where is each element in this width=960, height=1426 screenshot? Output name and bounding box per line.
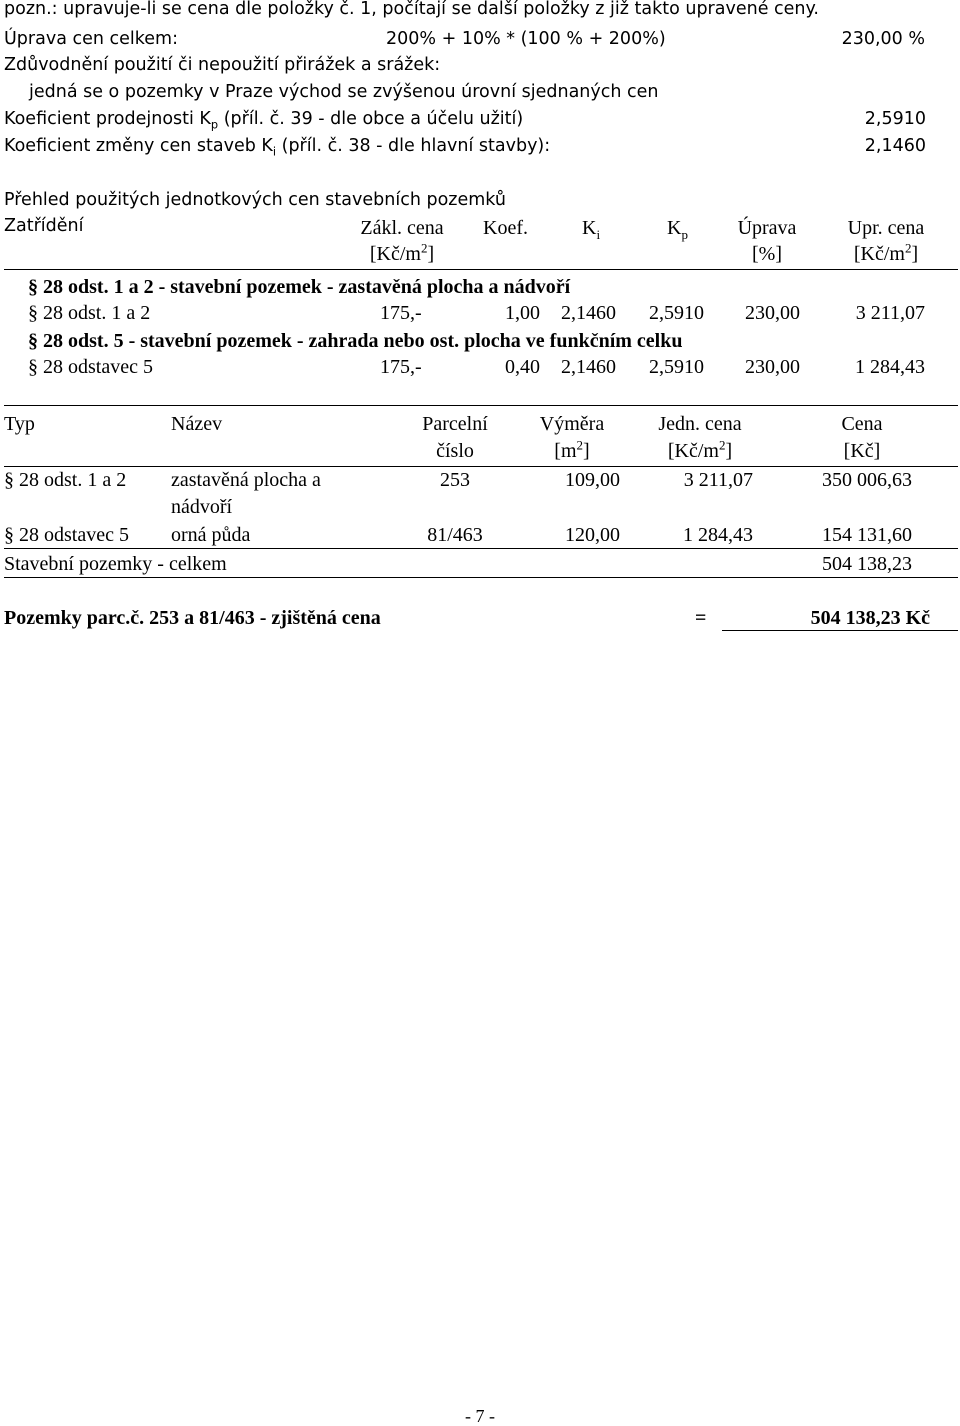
valuation-row-unit-price: 1 284,43 xyxy=(683,524,753,546)
valuation-top-rule xyxy=(4,405,958,406)
group-row-kp: 2,5910 xyxy=(649,356,704,378)
group-row-uprava: 230,00 xyxy=(745,302,800,324)
header-zatrideni: Zatřídění xyxy=(4,216,84,236)
valuation-total-label: Stavební pozemky - celkem xyxy=(4,553,227,575)
justification-text: jedná se o pozemky v Praze východ se zvýšenou úrovní sjednaných cen xyxy=(29,82,659,102)
valuation-header-rule xyxy=(4,466,958,467)
adjustment-value: 230,00 % xyxy=(841,29,925,49)
kp-coefficient-label: Koeficient prodejnosti $K_p$ (příl. č. 39 - dle obce a účelu užití) xyxy=(4,109,524,132)
valuation-row-parcel: 253 xyxy=(440,469,470,491)
header-zakl-cena: Zákl. cena xyxy=(360,217,444,239)
summary-equals: = xyxy=(695,607,707,629)
group-row-name: § 28 odstavec 5 xyxy=(28,356,153,378)
header-parcelni-cislo: číslo xyxy=(436,440,474,462)
summary-label: Pozemky parc.č. 253 a 81/463 - zjištěná cena xyxy=(4,607,381,629)
header-jedn-cena-unit: $[Kč/m^2]$ xyxy=(667,437,733,462)
valuation-row-area: 109,00 xyxy=(565,469,620,491)
header-uprava-unit: [%] xyxy=(752,243,782,265)
adjustment-formula: 200% + 10% * (100 % + 200%) xyxy=(386,29,666,49)
valuation-row-nazev: orná půda xyxy=(171,524,251,546)
ki-coefficient-label: Koeficient změny cen staveb $K_i$ (příl. č. 38 - dle hlavní stavby): xyxy=(4,136,551,159)
summary-underline xyxy=(722,630,958,631)
header-nazev: Název xyxy=(171,413,223,435)
header-upr-cena-unit: $[Kč/m^2]$ xyxy=(853,240,919,265)
ki-coefficient-value: 2,1460 xyxy=(864,136,926,156)
header-cena: Cena xyxy=(841,413,883,435)
header-cena-unit: [Kč] xyxy=(843,440,881,462)
kp-coefficient-value: 2,5910 xyxy=(864,109,926,129)
valuation-total-rule xyxy=(4,577,958,578)
group-row-ki: 2,1460 xyxy=(561,302,616,324)
valuation-row-typ: § 28 odstavec 5 xyxy=(4,524,129,546)
group-row-uprava: 230,00 xyxy=(745,356,800,378)
header-kp: $K_p$ xyxy=(667,217,688,242)
header-zakl-cena-unit: $[Kč/m^2]$ xyxy=(369,240,435,265)
header-ki: $K_i$ xyxy=(582,217,601,242)
summary-value: 504 138,23 Kč xyxy=(810,607,930,629)
header-koef: Koef. xyxy=(483,217,528,239)
header-vymera: Výměra xyxy=(539,413,605,435)
valuation-row-parcel: 81/463 xyxy=(427,524,483,546)
page-number: - 7 - xyxy=(465,1406,495,1426)
header-upr-cena: Upr. cena xyxy=(847,217,925,239)
valuation-row-nazev: zastavěná plocha a xyxy=(171,469,321,491)
valuation-row-area: 120,00 xyxy=(565,524,620,546)
note-line: pozn.: upravuje-li se cena dle položky č. 1, počítají se další položky z již takto upravené ceny. xyxy=(4,0,819,19)
header-jedn-cena: Jedn. cena xyxy=(658,413,742,435)
valuation-row-unit-price: 3 211,07 xyxy=(683,469,753,491)
group-row-price: 3 211,07 xyxy=(855,302,925,324)
group-row-base: 175,- xyxy=(380,356,422,378)
valuation-row-price: 350 006,63 xyxy=(822,469,912,491)
valuation-body-rule xyxy=(4,548,958,549)
group-row-name: § 28 odst. 1 a 2 xyxy=(28,302,151,324)
overview-header-rule xyxy=(4,269,958,270)
adjustment-label: Úprava cen celkem: xyxy=(4,29,178,49)
valuation-row-price: 154 131,60 xyxy=(822,524,912,546)
header-uprava: Úprava xyxy=(737,217,797,239)
header-typ: Typ xyxy=(4,413,35,435)
valuation-row-typ: § 28 odst. 1 a 2 xyxy=(4,469,127,491)
justification-label: Zdůvodnění použití či nepoužití přirážek a srážek: xyxy=(4,55,441,75)
header-vymera-unit: $[m^2]$ xyxy=(554,437,590,462)
group-row-koef: 1,00 xyxy=(505,302,540,324)
group-row-koef: 0,40 xyxy=(505,356,540,378)
overview-title: Přehled použitých jednotkových cen stavebních pozemků xyxy=(4,190,506,210)
group-row-price: 1 284,43 xyxy=(855,356,925,378)
valuation-total-value: 504 138,23 xyxy=(822,553,912,575)
group-row-base: 175,- xyxy=(380,302,422,324)
group-heading: § 28 odst. 5 - stavební pozemek - zahrada nebo ost. plocha ve funkčním celku xyxy=(28,330,683,352)
header-parcelni: Parcelní xyxy=(422,413,488,435)
group-heading: § 28 odst. 1 a 2 - stavební pozemek - zastavěná plocha a nádvoří xyxy=(28,276,571,298)
group-row-kp: 2,5910 xyxy=(649,302,704,324)
valuation-row-nazev-cont: nádvoří xyxy=(171,496,233,518)
group-row-ki: 2,1460 xyxy=(561,356,616,378)
